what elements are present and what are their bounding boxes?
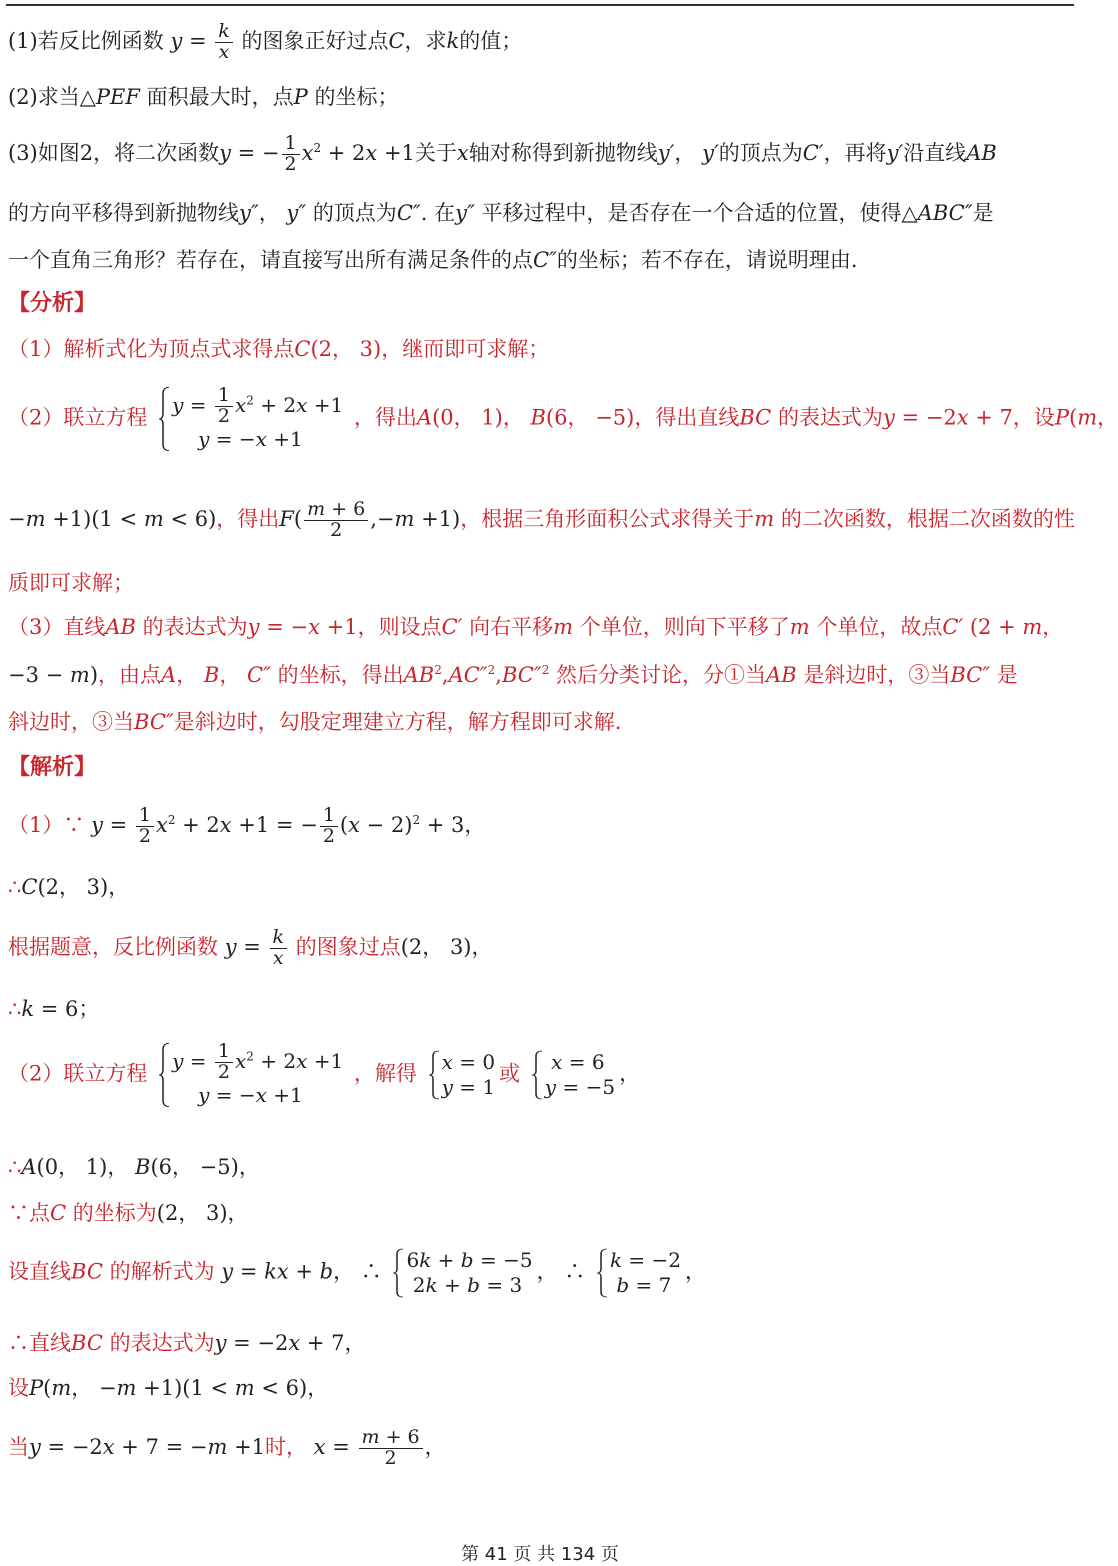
solution-10: 设P(m， −m +1)(1 < m < 6)， bbox=[8, 1376, 329, 1400]
analysis-heading: 【分析】 bbox=[8, 291, 97, 316]
analysis-1: （1）解析式化为顶点式求得点C(2， 3)，继而即可求解； bbox=[8, 337, 550, 361]
question-3-line-1: (3)如图2，将二次函数y = − $\frac{1}{2}$ $x^2 + 2x +1$关于x轴对称得到新抛物线y′， y′的顶点为C′，再将y′沿直线AB bbox=[8, 132, 997, 175]
solution-9: ∴直线BC 的表达式为y = −2x + 7， bbox=[8, 1331, 366, 1355]
solution-7: ∵点C 的坐标为(2， 3)， bbox=[8, 1201, 249, 1225]
analysis-3-line-2: −3 − m)，由点A， B， C″ 的坐标，得出$AB^2,AC''^2,BC''^2$ 然后分类讨论，分①当AB 是斜边时，③当BC″ 是 bbox=[8, 663, 1018, 687]
analysis-2-line-1: （2）联立方程 y = $\frac{1}{2}$ $x^2 + 2x +1$ y = −x +1 ，得出A(0， 1)， B(6， −5)，得出直线BC 的表达式为y = −2x + 7，设P(m， bbox=[8, 384, 1118, 451]
equation-system: y = $\frac{1}{2}$ $x^2 + 2x +1$ y = −x +1 bbox=[158, 1042, 343, 1108]
solution-1: （1）∵ y = $\frac{1}{2}$ $x^2 + 2x +1$ = − $\frac{1}{2}$ $(x - 2)^2 + 3$， bbox=[8, 804, 486, 847]
solution-system-kb: k = −2 b = 7 bbox=[596, 1248, 681, 1298]
analysis-3-line-1: （3）直线AB 的表达式为y = −x +1，则设点C′ 向右平移m 个单位，则向下平移了m 个单位，故点C′ (2 + m， bbox=[8, 615, 1064, 639]
equation-system-bc: 6k + b = −5 2k + b = 3 bbox=[392, 1248, 532, 1298]
solution-4: ∴k = 6； bbox=[8, 997, 100, 1021]
solution-3: 根据题意，反比例函数 y = $\frac{k}{x}$ 的图象过点(2， 3)， bbox=[8, 926, 493, 969]
top-rule bbox=[6, 4, 1074, 6]
question-1: (1)若反比例函数 y = $\frac{k}{x}$ 的图象正好过点C，求k的值； bbox=[8, 20, 523, 63]
analysis-2-line-2: −m +1)(1 < m < 6)，得出F( $\frac{m + 6}{2}$ ,−m +1)，根据三角形面积公式求得关于m 的二次函数，根据二次函数的性 bbox=[8, 498, 1075, 541]
analysis-3-line-3: 斜边时，③当BC″是斜边时，勾股定理建立方程，解方程即可求解. bbox=[8, 710, 622, 734]
analysis-2-line-3: 质即可求解； bbox=[8, 571, 134, 595]
solution-system-2: x = 6 y = −5 bbox=[531, 1050, 615, 1100]
solution-5: （2）联立方程 y = $\frac{1}{2}$ $x^2 + 2x +1$ y = −x +1 ，解得 x = 0 y = 1 或 x = 6 y = −5 ， bbox=[8, 1040, 641, 1107]
solution-system-1: x = 0 y = 1 bbox=[428, 1050, 496, 1100]
question-3-line-2: 的方向平移得到新抛物线y″， y″ 的顶点为C″. 在y″ 平移过程中，是否存在一个合适的位置，使得△ABC″是 bbox=[8, 201, 994, 225]
equation-system: y = $\frac{1}{2}$ $x^2 + 2x +1$ y = −x +1 bbox=[158, 386, 343, 452]
page-footer: 第 41 页 共 134 页 bbox=[461, 1544, 619, 1565]
fraction-k-over-x: $\frac{k}{x}$ bbox=[215, 22, 233, 63]
solution-8: 设直线BC 的解析式为 y = kx + b， ∴ 6k + b = −5 2k + b = 3 ， ∴ k = −2 b = 7 ， bbox=[8, 1248, 707, 1297]
solution-2: ∴C(2， 3)， bbox=[8, 875, 130, 899]
question-2: (2)求当△PEF 面积最大时，点P 的坐标； bbox=[8, 85, 399, 109]
solution-6: ∴A(0， 1)， B(6， −5)， bbox=[8, 1155, 260, 1179]
solution-heading: 【解析】 bbox=[8, 755, 97, 780]
solution-11: 当y = −2x + 7 = −m +1时， x = $\frac{m + 6}{2}$ ， bbox=[8, 1426, 446, 1469]
question-3-line-3: 一个直角三角形？若存在，请直接写出所有满足条件的点C″的坐标；若不存在，请说明理由. bbox=[8, 248, 858, 272]
